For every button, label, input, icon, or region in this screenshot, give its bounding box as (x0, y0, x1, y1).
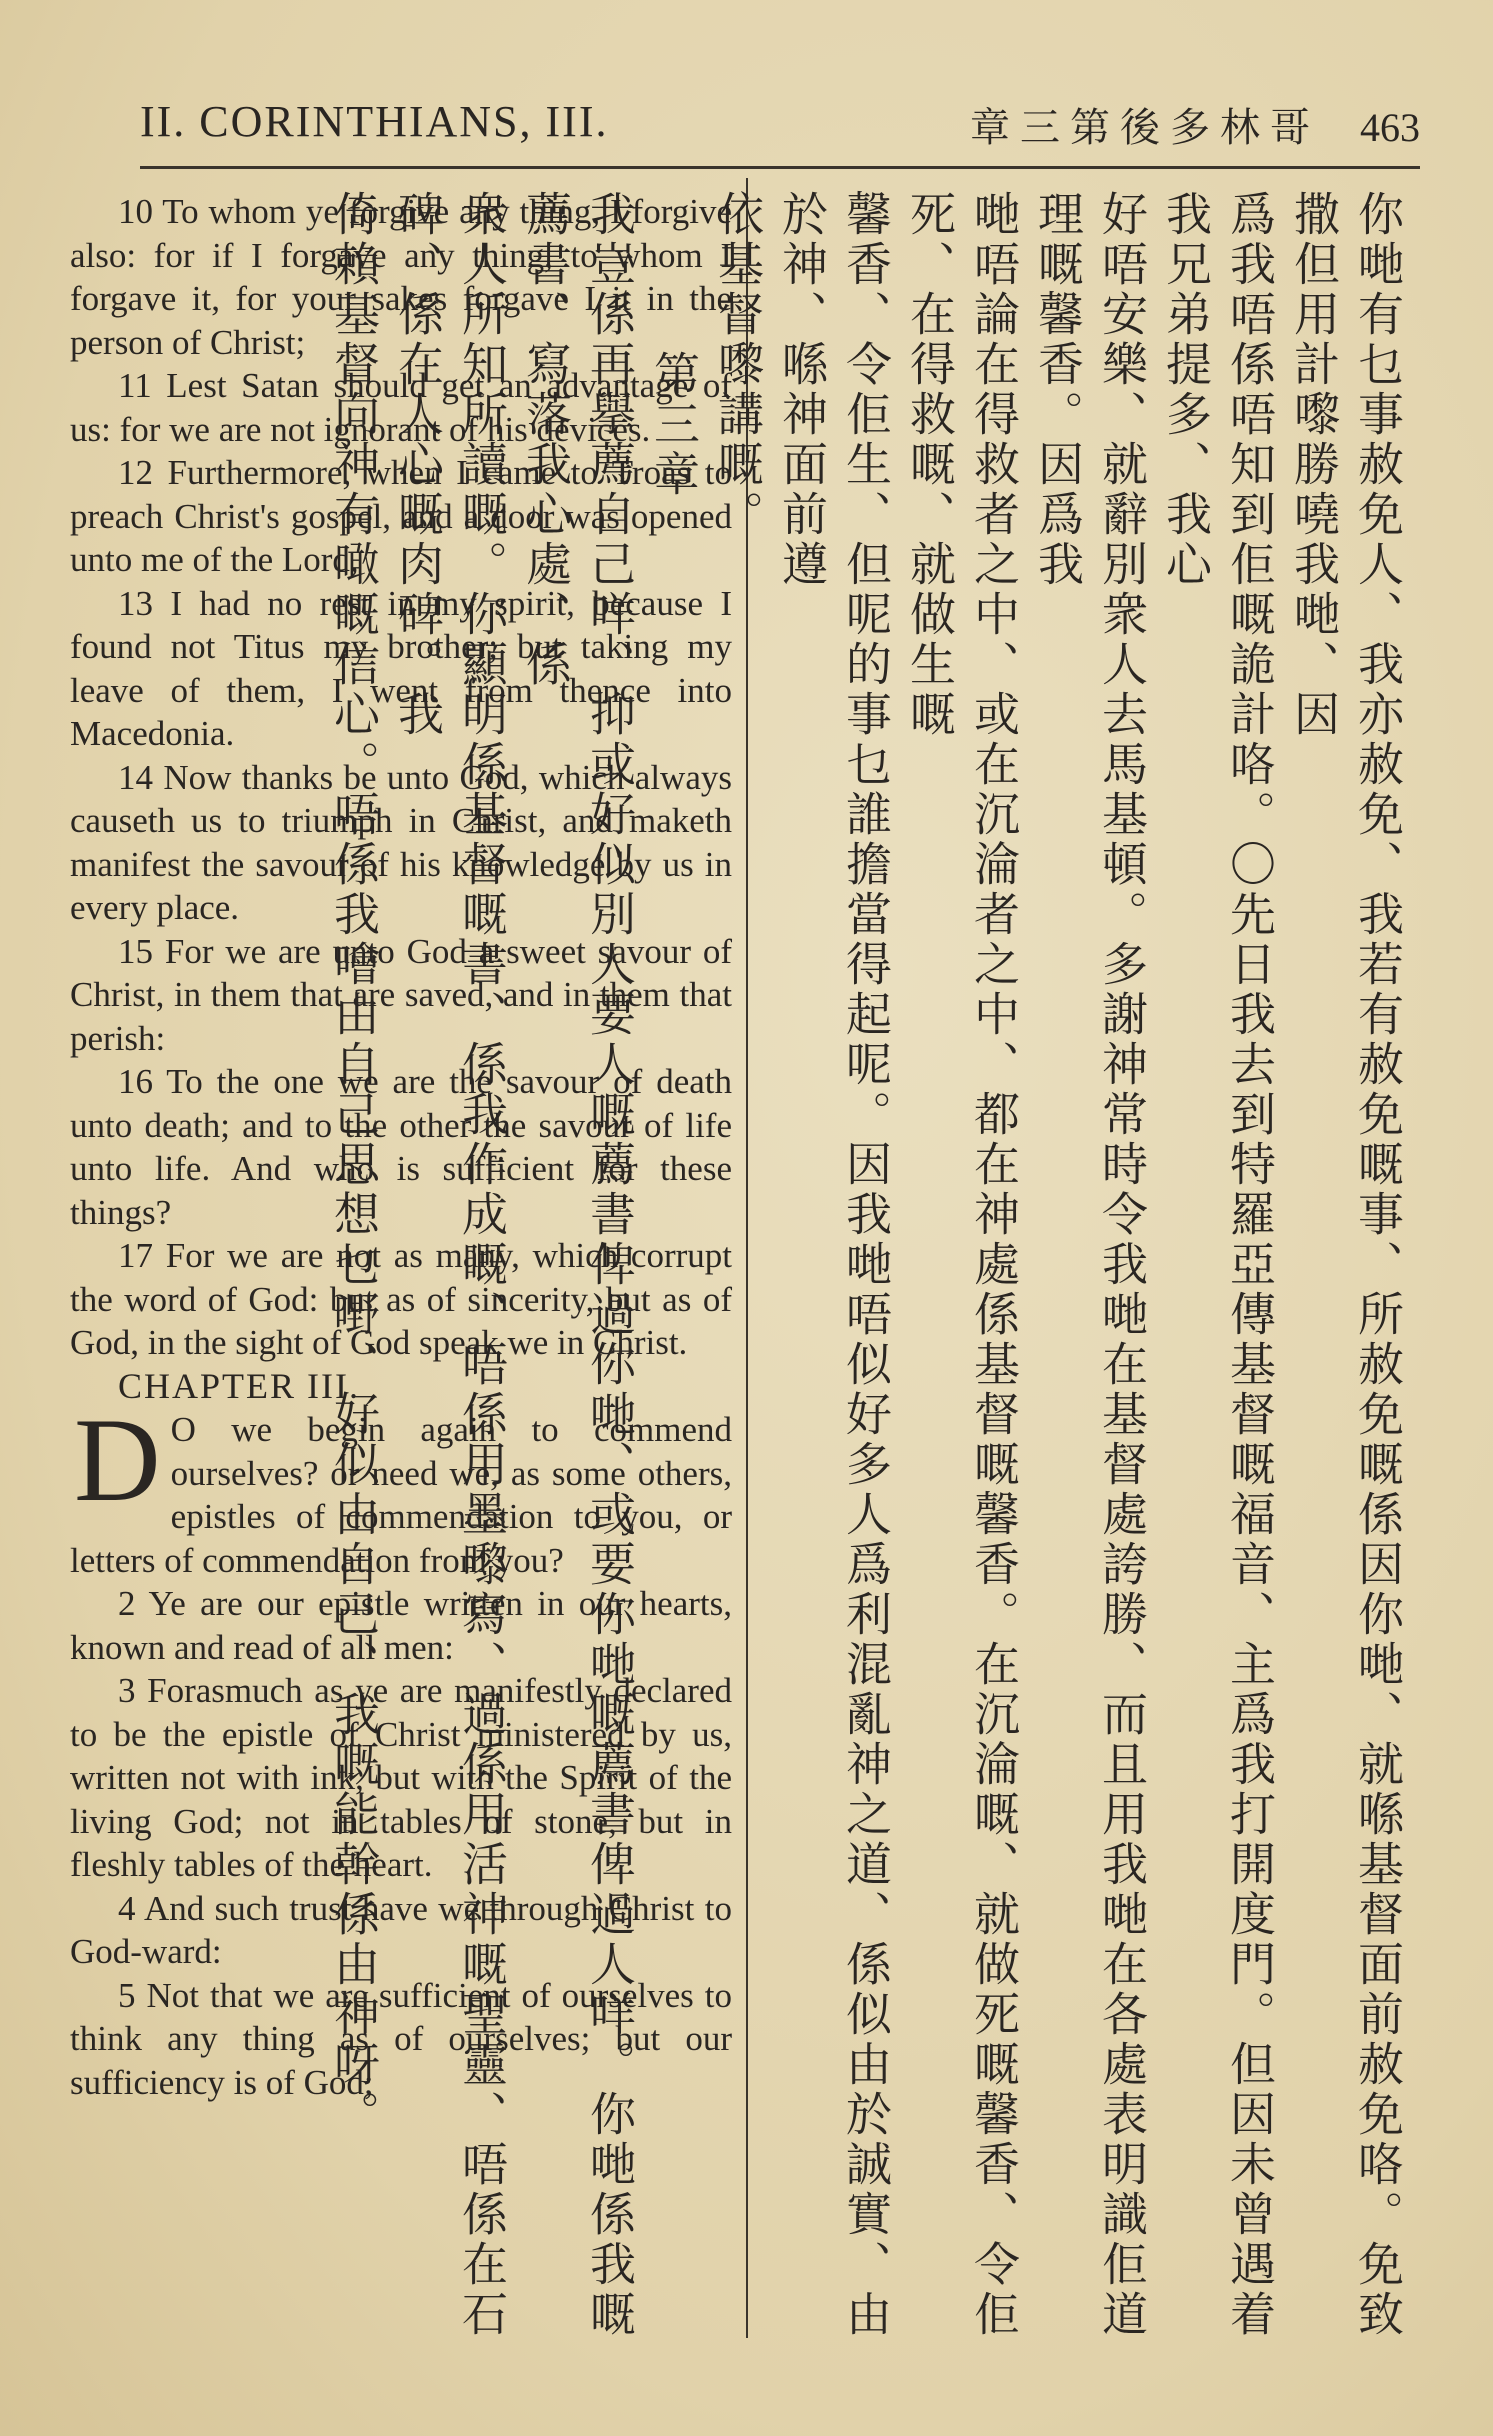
verse-3: 3 Forasmuch as ye are manifestly declared to be the epistle of Christ ministered by us, written not with ink, but with the Spirit of the living God; not in tables of stone, but in fleshly tables of the heart. (70, 1671, 732, 1884)
chinese-line-4: 哋唔論在得救者之中、或在沉淪者之中、都在神處係基督嘅馨香。在沉淪嘅、就做死嘅馨香、令佢死、在得救嘅、就做生嘅 (903, 190, 1021, 2340)
drop-cap: D (74, 1393, 161, 1526)
chinese-chapter-heading: 第三章 (647, 350, 701, 500)
verse-15: 15 For we are unto God a sweet savour of Christ, in them that are saved, and in them that perish: (70, 931, 732, 1058)
chinese-line-5: 馨香、令佢生、但呢的事乜誰擔當得起呢。因我哋唔似好多人爲利混亂神之道、係似由於誠實、由於神、喺神面前遵 (775, 190, 893, 2340)
chapter-heading: CHAPTER III. (118, 1365, 360, 1406)
verse-1-text: O we begin again to commend ourselves? or need we, as some others, epistles of commendation to you, or letters of commendation from you? (70, 1410, 732, 1580)
chinese-line-6: 依基督嚟講嘅。 (711, 190, 765, 540)
verse-11: 11 Lest Satan should get an advantage of us: for we are not ignorant of his devices. (70, 366, 732, 449)
verse-14: 14 Now thanks be unto God, which always causeth us to triumph in Christ, and maketh manifest the savour of his knowledge by us in every place. (70, 757, 732, 927)
chinese-line-8: 衆人所知所讀嘅。你顯明係基督嘅書、係我作成嘅、唔係用墨嚟寫、過係用活神嘅聖靈、唔係在石碑、係在人心嘅肉碑。我 (391, 190, 509, 2340)
chinese-line-3: 好唔安樂、就辭別衆人去馬基頓。多謝神常時令我哋在基督處誇勝、而且用我哋在各處表明識佢道理嘅馨香。因爲我 (1031, 190, 1149, 2340)
verse-12: 12 Furthermore, when I came to Troas to preach Christ's gospel, and a door was opened unto me of the Lord, (70, 453, 732, 579)
verse-10: 10 To whom ye forgive any thing, I forgive also: for if I forgave any thing, to whom I forgave it, for your sakes forgave I it in the person of Christ; (70, 192, 732, 362)
header-rule (140, 166, 1420, 169)
verse-2: 2 Ye are our epistle written in our hearts, known and read of all men: (70, 1584, 732, 1667)
verse-17: 17 For we are not as many, which corrupt the word of God: but as of sincerity, but as of God, in the sight of God speak we in Christ. (70, 1236, 732, 1362)
chinese-line-1: 你哋有乜事赦免人、我亦赦免、我若有赦免嘅事、所赦免嘅係因你哋、就喺基督面前赦免咯。免致撒但用計嚟勝嘵我哋、因 (1287, 190, 1405, 2340)
verse-16: 16 To the one we are the savour of death unto death; and to the other the savour of life unto life. And who is sufficient for these things? (70, 1062, 732, 1232)
chinese-line-7: 我豈係再擧薦自己咩、抑或好似別人要人嘅薦書俾過你哋、或要你哋嘅薦書俾過人咩。你哋係我嘅薦書、寫落我心處、係 (519, 190, 637, 2340)
verse-4: 4 And such trust have we through Christ to God-ward: (70, 1888, 732, 1971)
page-header (140, 92, 1420, 162)
running-title-right (970, 96, 1420, 153)
chinese-line-9: 倚賴基督向神有噉嘅信心。唔係我噲由自己思想乜嘢、好似由自己、我嘅能幹係由神呀。 (327, 190, 381, 2140)
page-number: 463 (1360, 105, 1420, 150)
running-title-english: II. CORINTHIANS, III. (140, 97, 609, 146)
verse-13: 13 I had no rest in my spirit, because I found not Titus my brother; but taking my leave of them, I went from thence into Macedonia. (70, 583, 732, 753)
running-title-chinese: 哥林多後第三章 (970, 105, 1320, 151)
chinese-line-2: 爲我唔係唔知到佢嘅詭計咯。〇先日我去到特羅亞傳基督嘅福音、主爲我打開度門。但因未曾遇着我兄弟提多、我心 (1159, 190, 1277, 2340)
verse-5: 5 Not that we are sufficient of ourselves to think any thing as of ourselves; but our sufficiency is of God; (70, 1975, 732, 2102)
